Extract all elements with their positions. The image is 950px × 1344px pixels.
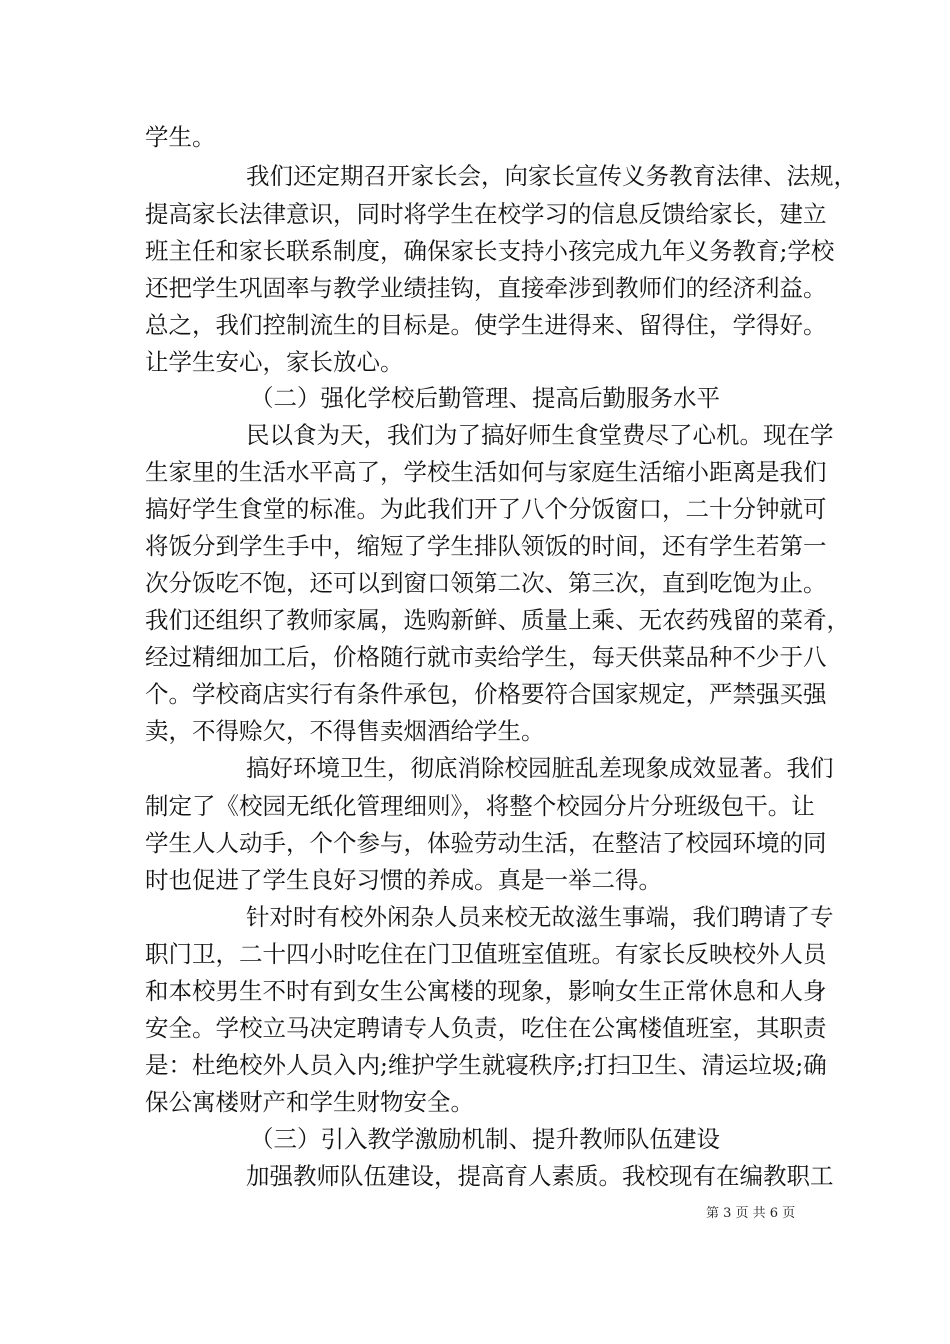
text-line: 学生人人动手，个个参与，体验劳动生活，在整洁了校园环境的同 [145, 829, 827, 857]
text-line: 将饭分到学生手中，缩短了学生排队领饭的时间，还有学生若第一 [145, 532, 827, 560]
section-heading-2: （二）强化学校后勤管理、提高后勤服务水平 [250, 384, 720, 412]
paragraph-start-line: 加强教师队伍建设，提高育人素质。我校现有在编教职工 [246, 1162, 834, 1190]
paragraph-start-line: 针对时有校外闲杂人员来校无故滋生事端，我们聘请了专 [246, 903, 834, 931]
paragraph-start-line: 搞好环境卫生，彻底消除校园脏乱差现象成效显著。我们 [246, 754, 834, 782]
section-heading-3: （三）引入教学激励机制、提升教师队伍建设 [250, 1125, 720, 1153]
text-line: 提高家长法律意识，同时将学生在校学习的信息反馈给家长，建立 [145, 200, 827, 228]
text-line: 保公寓楼财产和学生财物安全。 [145, 1088, 474, 1116]
text-line: 次分饭吃不饱，还可以到窗口领第二次、第三次，直到吃饱为止。 [145, 569, 827, 597]
page-number-footer: 第 3 页 共 6 页 [706, 1206, 796, 1221]
text-line: 我们还组织了教师家属，选购新鲜、质量上乘、无农药残留的菜肴， [145, 606, 850, 634]
paragraph-start-line: 我们还定期召开家长会，向家长宣传义务教育法律、法规， [246, 162, 857, 190]
text-line: 总之，我们控制流生的目标是。使学生进得来、留得住，学得好。 [145, 311, 827, 339]
paragraph-start-line: 民以食为天，我们为了搞好师生食堂费尽了心机。现在学 [246, 421, 834, 449]
text-line: 生家里的生活水平高了，学校生活如何与家庭生活缩小距离是我们 [145, 458, 827, 486]
text-line: 让学生安心，家长放心。 [145, 348, 404, 376]
text-line: 制定了《校园无纸化管理细则》，将整个校园分片分班级包干。让 [145, 792, 815, 820]
text-line: 时也促进了学生良好习惯的养成。真是一举二得。 [145, 866, 662, 894]
text-line: 经过精细加工后，价格随行就市卖给学生，每天供菜品种不少于八 [145, 643, 827, 671]
text-line: 个。学校商店实行有条件承包，价格要符合国家规定，严禁强买强 [145, 680, 827, 708]
text-line: 职门卫，二十四小时吃住在门卫值班室值班。有家长反映校外人员 [145, 940, 827, 968]
text-line: 班主任和家长联系制度，确保家长支持小孩完成九年义务教育;学校 [145, 237, 835, 265]
text-line: 搞好学生食堂的标准。为此我们开了八个分饭窗口，二十分钟就可 [145, 495, 827, 523]
text-line: 学生。 [145, 123, 216, 151]
text-line: 卖，不得赊欠，不得售卖烟酒给学生。 [145, 717, 545, 745]
text-line: 和本校男生不时有到女生公寓楼的现象，影响女生正常休息和人身 [145, 977, 827, 1005]
text-line: 安全。学校立马决定聘请专人负责，吃住在公寓楼值班室，其职责 [145, 1014, 827, 1042]
text-line: 还把学生巩固率与教学业绩挂钩，直接牵涉到教师们的经济利益。 [145, 274, 827, 302]
text-line: 是：杜绝校外人员入内;维护学生就寝秩序;打扫卫生、清运垃圾;确 [145, 1051, 827, 1079]
